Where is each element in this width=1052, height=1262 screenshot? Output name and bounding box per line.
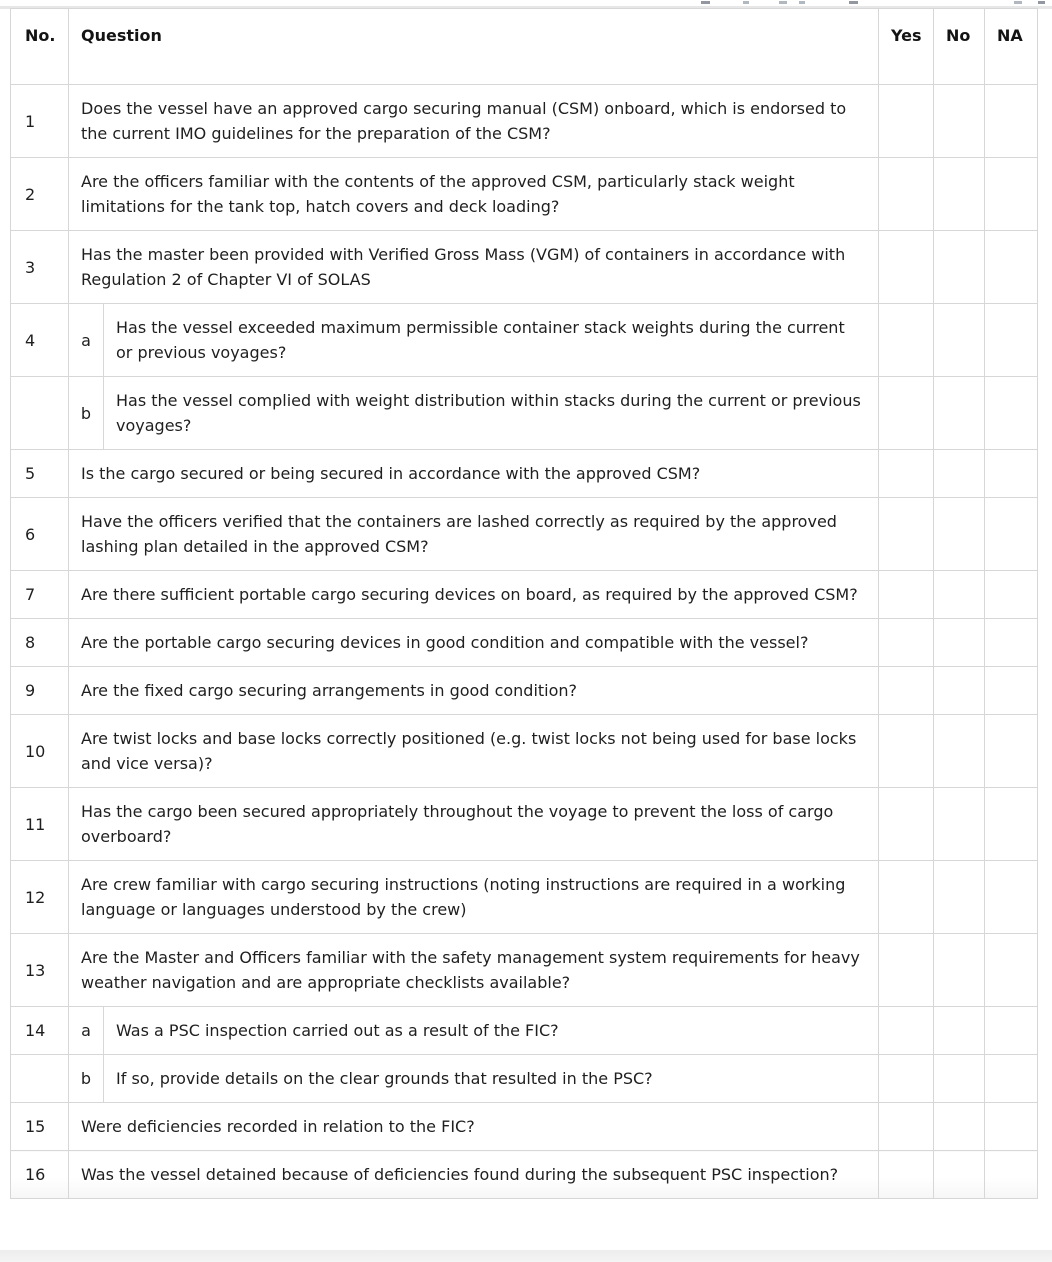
question-cell: Has the vessel complied with weight distribution within stacks during the current or previous voyages? (104, 377, 879, 450)
yes-answer-cell[interactable] (879, 715, 934, 788)
question-cell: Was the vessel detained because of deficiencies found during the subsequent PSC inspection? (69, 1151, 879, 1199)
na-answer-cell[interactable] (985, 1007, 1038, 1055)
na-answer-cell[interactable] (985, 715, 1038, 788)
row-number-cell: 8 (11, 619, 69, 667)
no-answer-cell[interactable] (934, 450, 985, 498)
yes-answer-cell[interactable] (879, 377, 934, 450)
na-answer-cell[interactable] (985, 304, 1038, 377)
row-number-cell: 12 (11, 861, 69, 934)
table-row (11, 1151, 1038, 1199)
table-row (11, 450, 1038, 498)
table-row (11, 158, 1038, 231)
table-row (11, 934, 1038, 1007)
row-number-cell: 16 (11, 1151, 69, 1199)
question-cell: Are twist locks and base locks correctly positioned (e.g. twist locks not being used for base locks and vice versa)? (69, 715, 879, 788)
yes-answer-cell[interactable] (879, 1151, 934, 1199)
question-cell: Are the portable cargo securing devices in good condition and compatible with the vessel? (69, 619, 879, 667)
question-cell: Are the fixed cargo securing arrangements in good condition? (69, 667, 879, 715)
na-answer-cell[interactable] (985, 619, 1038, 667)
yes-answer-cell[interactable] (879, 571, 934, 619)
na-answer-cell[interactable] (985, 1151, 1038, 1199)
row-number-cell: 11 (11, 788, 69, 861)
row-number-cell: 13 (11, 934, 69, 1007)
row-number-cell: 3 (11, 231, 69, 304)
sub-letter-cell: b (69, 1055, 104, 1103)
question-cell: If so, provide details on the clear grounds that resulted in the PSC? (104, 1055, 879, 1103)
sub-letter-cell: b (69, 377, 104, 450)
yes-answer-cell[interactable] (879, 85, 934, 158)
no-answer-cell[interactable] (934, 934, 985, 1007)
question-cell: Are crew familiar with cargo securing instructions (noting instructions are required in a working language or languages understood by the crew) (69, 861, 879, 934)
na-answer-cell[interactable] (985, 231, 1038, 304)
no-answer-cell[interactable] (934, 377, 985, 450)
table-row (11, 1007, 1038, 1055)
yes-answer-cell[interactable] (879, 667, 934, 715)
na-answer-cell[interactable] (985, 158, 1038, 231)
no-answer-cell[interactable] (934, 1007, 985, 1055)
table-row (11, 667, 1038, 715)
header-no-answer: No (934, 9, 985, 85)
question-cell: Are the Master and Officers familiar with the safety management system requirements for heavy weather navigation and are appropriate checklists available? (69, 934, 879, 1007)
na-answer-cell[interactable] (985, 1055, 1038, 1103)
question-cell: Was a PSC inspection carried out as a result of the FIC? (104, 1007, 879, 1055)
checklist-table-container (10, 8, 1037, 1199)
table-row (11, 571, 1038, 619)
no-answer-cell[interactable] (934, 304, 985, 377)
na-answer-cell[interactable] (985, 85, 1038, 158)
table-row (11, 861, 1038, 934)
na-answer-cell[interactable] (985, 450, 1038, 498)
question-cell: Have the officers verified that the containers are lashed correctly as required by the approved lashing plan detailed in the approved CSM? (69, 498, 879, 571)
question-cell: Has the master been provided with Verified Gross Mass (VGM) of containers in accordance with Regulation 2 of Chapter VI of SOLAS (69, 231, 879, 304)
no-answer-cell[interactable] (934, 498, 985, 571)
row-number-cell: 14 (11, 1007, 69, 1055)
yes-answer-cell[interactable] (879, 1103, 934, 1151)
header-question: Question (69, 9, 879, 85)
header-row (11, 9, 1038, 85)
yes-answer-cell[interactable] (879, 304, 934, 377)
no-answer-cell[interactable] (934, 619, 985, 667)
yes-answer-cell[interactable] (879, 934, 934, 1007)
question-cell: Is the cargo secured or being secured in accordance with the approved CSM? (69, 450, 879, 498)
table-row (11, 377, 1038, 450)
no-answer-cell[interactable] (934, 231, 985, 304)
no-answer-cell[interactable] (934, 571, 985, 619)
sub-letter-cell: a (69, 1007, 104, 1055)
yes-answer-cell[interactable] (879, 619, 934, 667)
na-answer-cell[interactable] (985, 571, 1038, 619)
sub-letter-cell: a (69, 304, 104, 377)
table-row (11, 715, 1038, 788)
header-no: No. (11, 9, 69, 85)
no-answer-cell[interactable] (934, 788, 985, 861)
na-answer-cell[interactable] (985, 934, 1038, 1007)
yes-answer-cell[interactable] (879, 158, 934, 231)
no-answer-cell[interactable] (934, 158, 985, 231)
question-cell: Are there sufficient portable cargo securing devices on board, as required by the approved CSM? (69, 571, 879, 619)
row-number-cell: 9 (11, 667, 69, 715)
na-answer-cell[interactable] (985, 861, 1038, 934)
question-cell: Does the vessel have an approved cargo securing manual (CSM) onboard, which is endorsed to the current IMO guidelines for the preparation of the CSM? (69, 85, 879, 158)
yes-answer-cell[interactable] (879, 450, 934, 498)
na-answer-cell[interactable] (985, 498, 1038, 571)
row-number-cell: 2 (11, 158, 69, 231)
row-number-cell: 7 (11, 571, 69, 619)
table-row (11, 1055, 1038, 1103)
row-number-cell: 15 (11, 1103, 69, 1151)
question-cell: Has the vessel exceeded maximum permissible container stack weights during the current or previous voyages? (104, 304, 879, 377)
no-answer-cell[interactable] (934, 1103, 985, 1151)
question-cell: Were deficiencies recorded in relation to the FIC? (69, 1103, 879, 1151)
no-answer-cell[interactable] (934, 861, 985, 934)
row-number-cell: 6 (11, 498, 69, 571)
table-row (11, 788, 1038, 861)
row-number-cell: 5 (11, 450, 69, 498)
yes-answer-cell[interactable] (879, 788, 934, 861)
yes-answer-cell[interactable] (879, 1007, 934, 1055)
header-na: NA (985, 9, 1038, 85)
no-answer-cell[interactable] (934, 85, 985, 158)
checklist-table (10, 8, 1038, 1199)
row-number-cell (11, 377, 69, 450)
table-row (11, 498, 1038, 571)
na-answer-cell[interactable] (985, 377, 1038, 450)
no-answer-cell[interactable] (934, 1151, 985, 1199)
yes-answer-cell[interactable] (879, 498, 934, 571)
bottom-page-edge (0, 1250, 1052, 1262)
row-number-cell (11, 1055, 69, 1103)
yes-answer-cell[interactable] (879, 861, 934, 934)
question-cell: Are the officers familiar with the contents of the approved CSM, particularly stack weight limitations for the tank top, hatch covers and deck loading? (69, 158, 879, 231)
no-answer-cell[interactable] (934, 1055, 985, 1103)
row-number-cell: 10 (11, 715, 69, 788)
na-answer-cell[interactable] (985, 667, 1038, 715)
yes-answer-cell[interactable] (879, 231, 934, 304)
header-yes: Yes (879, 9, 934, 85)
table-row (11, 85, 1038, 158)
no-answer-cell[interactable] (934, 667, 985, 715)
table-row (11, 1103, 1038, 1151)
table-row (11, 231, 1038, 304)
na-answer-cell[interactable] (985, 1103, 1038, 1151)
table-row (11, 619, 1038, 667)
question-cell: Has the cargo been secured appropriately throughout the voyage to prevent the loss of cargo overboard? (69, 788, 879, 861)
row-number-cell: 4 (11, 304, 69, 377)
yes-answer-cell[interactable] (879, 1055, 934, 1103)
na-answer-cell[interactable] (985, 788, 1038, 861)
table-row (11, 304, 1038, 377)
row-number-cell: 1 (11, 85, 69, 158)
no-answer-cell[interactable] (934, 715, 985, 788)
